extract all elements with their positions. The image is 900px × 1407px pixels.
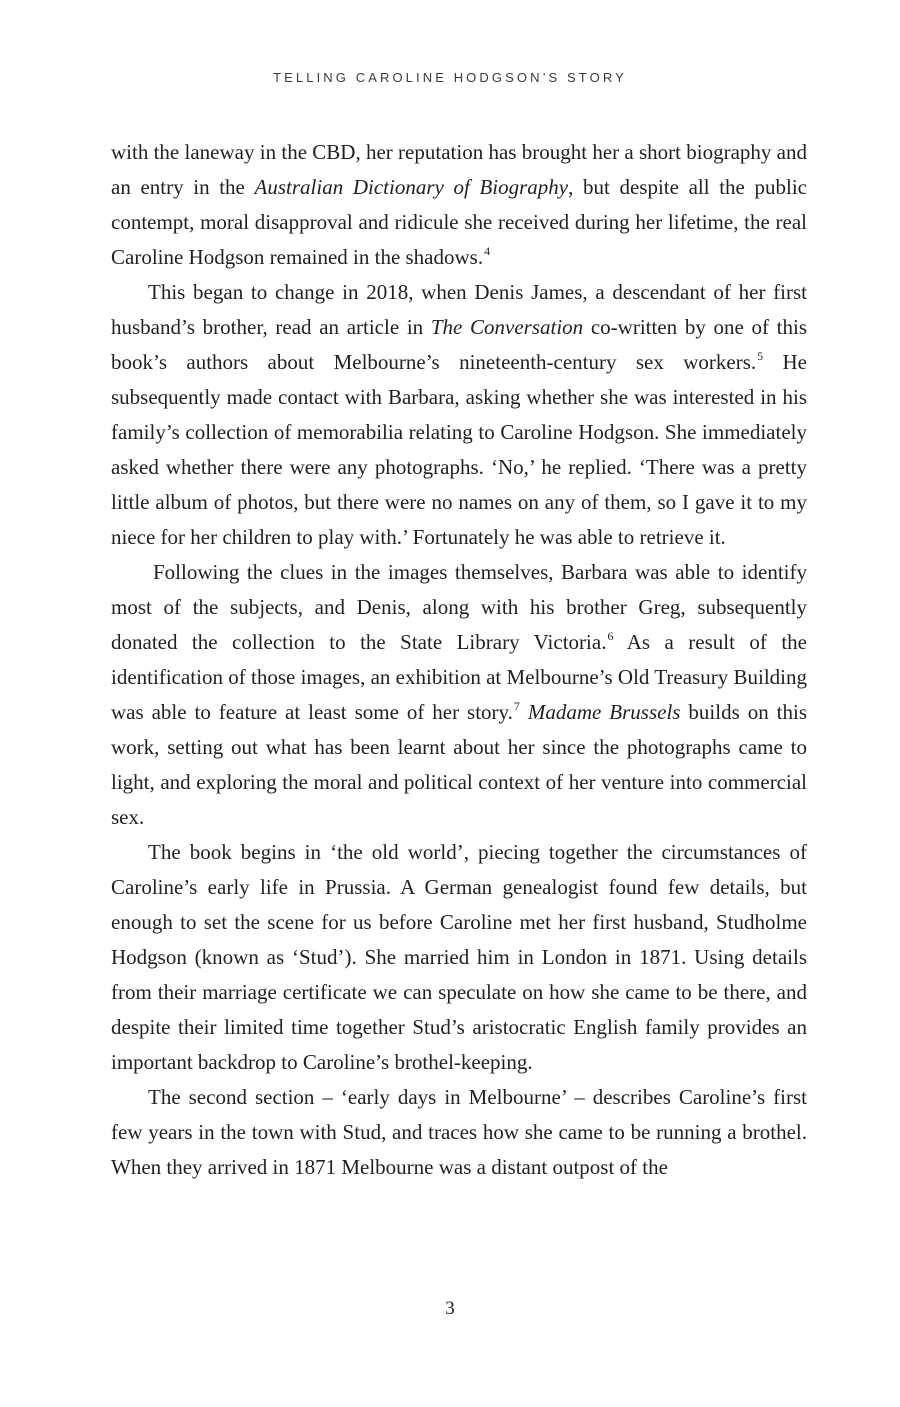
text-run: , but despite all the public contempt, moral disapproval and ridicule she received during her lifetime, the real Caroline Hodgson remained in the shadows. (111, 175, 808, 269)
text-run: co-written by one of this book’s authors about Melbourne’s nineteenth-century sex workers. (111, 315, 807, 374)
text-run: This began to change in 2018, when Denis James, a descendant of her first husband’s brother, read an article in (111, 280, 807, 339)
paragraph-4: The book begins in ‘the old world’, piecing together the circumstances of Caroline’s early life in Prussia. A German genealogist found few details, but enough to set the scene for us before Caroline met her first husband, Studholme Hodgson (known as ‘Stud’). She married him in London in 1871. Using details from their marriage certificate we can speculate on how she came to be there, and despite their limited time together Stud’s aristocratic English family provides an important backdrop to Caroline’s brothel-keeping. (111, 840, 807, 1074)
page-number: 3 (445, 1298, 455, 1319)
paragraph-5: The second section – ‘early days in Melbourne’ – describes Caroline’s first few years in the town with Stud, and traces how she came to be running a brothel. When they arrived in 1871 Melbourne was a distant outpost of the (111, 1085, 807, 1179)
text-run: As a result of the identification of those images, an exhibition at Melbourne’s Old Treasury Building was able to feature at least some of her story. (111, 630, 808, 724)
text-run: builds on this work, setting out what has been learnt about her since the photographs came to light, and exploring the moral and political context of her venture into commercial sex. (111, 700, 808, 829)
footnote-marker: 7 (513, 699, 520, 713)
paragraph-1 (111, 135, 807, 275)
text-run (520, 700, 528, 724)
text-run: He subsequently made contact with Barbara, asking whether she was interested in his family’s collection of memorabilia relating to Caroline Hodgson. She immediately asked whether there were any photographs. ‘No,’ he replied. ‘There was a pretty little album of photos, but there were no names on any of them, so I gave it to my niece for her children to play with.’ Fortunately he was able to retrieve it. (111, 350, 807, 549)
publication-title-italic: The Conversation (430, 315, 584, 339)
paragraph-2 (111, 275, 807, 555)
body-text (111, 135, 807, 1185)
footnote-marker: 4 (484, 244, 491, 258)
text-run: Following the clues in the images themselves, Barbara was able to identify most of the subjects, and Denis, along with his brother Greg, subsequently donated the collection to the State Library Victoria. (111, 560, 807, 654)
running-head: TELLING CAROLINE HODGSON’S STORY (273, 70, 627, 85)
text-run: with the laneway in the CBD, her reputation has brought her a short biography and an entry in the (111, 140, 807, 199)
footnote-marker: 5 (757, 349, 764, 363)
book-title-italic: Australian Dictionary of Biography (254, 175, 569, 199)
book-title-italic: Madame Brussels (527, 700, 681, 724)
paragraph-3 (111, 555, 807, 835)
footnote-marker: 6 (607, 629, 614, 643)
